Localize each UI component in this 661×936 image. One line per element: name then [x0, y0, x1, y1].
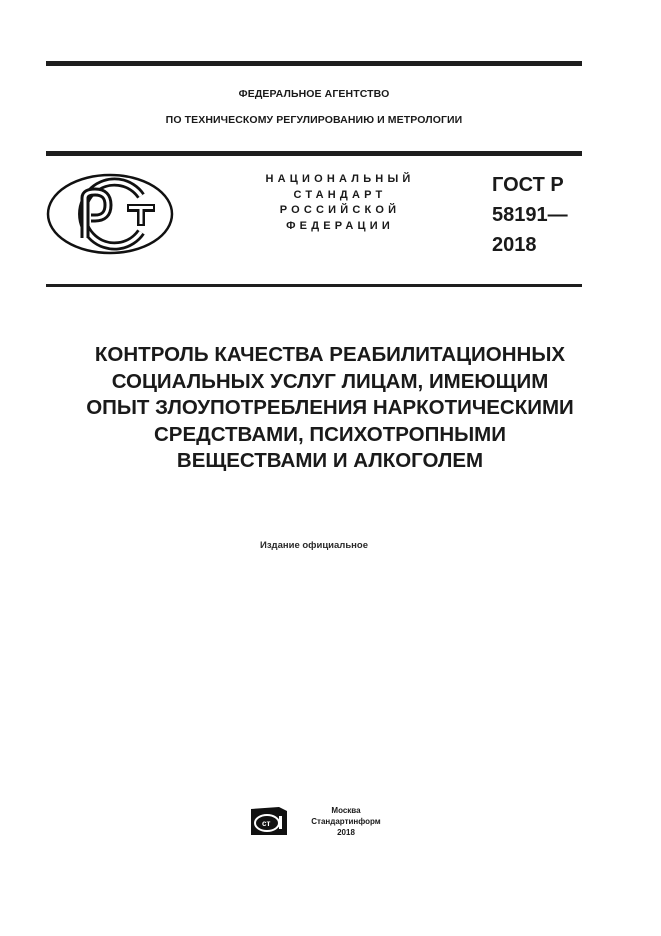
- imprint: [298, 805, 394, 838]
- designation-line-3: 2018: [492, 234, 537, 256]
- title-line: СРЕДСТВАМИ, ПСИХОТРОПНЫМИ: [153, 422, 506, 446]
- edition-label: Издание официальное: [260, 540, 368, 551]
- standard-type-line-1: НАЦИОНАЛЬНЫЙ: [265, 173, 415, 185]
- agency-name-line-1: ФЕДЕРАЛЬНОЕ АГЕНТСТВО: [238, 88, 390, 100]
- document-title: [40, 342, 620, 475]
- imprint-year: 2018: [337, 828, 355, 837]
- title-line: СОЦИАЛЬНЫХ УСЛУГ ЛИЦАМ, ИМЕЮЩИМ: [111, 369, 549, 393]
- standard-designation: [492, 170, 568, 260]
- title-line: КОНТРОЛЬ КАЧЕСТВА РЕАБИЛИТАЦИОННЫХ: [94, 343, 566, 366]
- imprint-city: Москва: [331, 806, 361, 815]
- agency-name-line-2: ПО ТЕХНИЧЕСКОМУ РЕГУЛИРОВАНИЮ И МЕТРОЛОГИИ: [165, 114, 463, 126]
- imprint-publisher: Стандартинформ: [311, 817, 381, 826]
- standard-type-line-2: СТАНДАРТ: [293, 188, 387, 201]
- svg-text:ст: ст: [262, 819, 271, 828]
- rst-gost-logo-icon: [45, 172, 175, 256]
- title-line: ВЕЩЕСТВАМИ И АЛКОГОЛЕМ: [176, 449, 484, 472]
- designation-line-1: ГОСТ Р: [492, 174, 564, 196]
- standartinform-logo-icon: [249, 805, 289, 837]
- designation-line-2: 58191—: [492, 204, 568, 226]
- standard-type-line-3: РОССИЙСКОЙ: [279, 204, 401, 216]
- top-rule: [46, 61, 582, 66]
- section-rule: [46, 284, 582, 287]
- header-rule: [46, 151, 582, 156]
- title-line: ОПЫТ ЗЛОУПОТРЕБЛЕНИЯ НАРКОТИЧЕСКИМИ: [86, 396, 574, 419]
- standard-type: [250, 172, 430, 234]
- standard-type-line-4: ФЕДЕРАЦИИ: [286, 219, 394, 232]
